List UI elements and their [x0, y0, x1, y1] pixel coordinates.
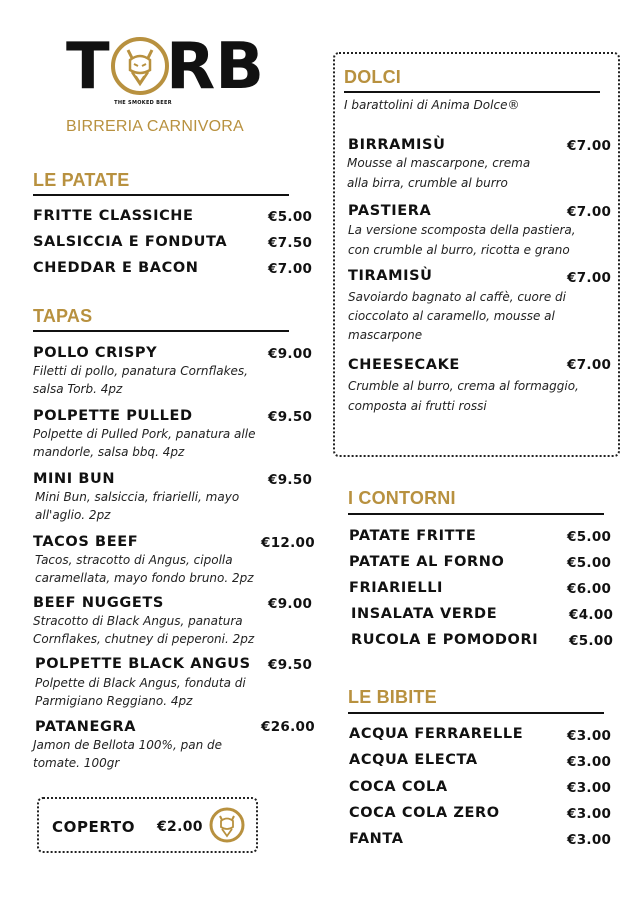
section-divider: [344, 91, 600, 93]
menu-item-price: €7.00: [567, 204, 612, 220]
menu-item-name: PATANEGRA: [35, 719, 137, 735]
menu-item-name: TIRAMISÙ: [348, 268, 433, 284]
menu-item-description: Polpette di Pulled Pork, panatura alle: [33, 427, 256, 441]
menu-item-description: Tacos, stracotto di Angus, cipolla: [35, 553, 233, 567]
menu-item-name: PATATE AL FORNO: [349, 554, 505, 570]
section-divider: [348, 513, 604, 515]
menu-item-name: PATATE FRITTE: [349, 528, 477, 544]
menu-item-name: MINI BUN: [33, 471, 116, 487]
menu-item-description: Crumble al burro, crema al formaggio,: [348, 379, 579, 393]
menu-item-price: €9.00: [268, 346, 313, 362]
menu-item-description: caramellata, mayo fondo bruno. 2pz: [35, 571, 254, 585]
menu-item-name: POLPETTE PULLED: [33, 408, 193, 424]
menu-item-name: CHEESECAKE: [348, 357, 460, 373]
menu-item-description: cioccolato al caramello, mousse al: [348, 309, 555, 323]
brand-logo: [62, 30, 265, 140]
menu-item-price: €9.50: [268, 409, 313, 425]
menu-item-price: €5.00: [268, 209, 313, 225]
menu-item-name: FANTA: [349, 831, 404, 847]
coperto-label: COPERTO: [52, 818, 136, 836]
section-title-bibite: LE BIBITE: [348, 687, 437, 707]
section-divider: [33, 194, 289, 196]
menu-item-name: TACOS BEEF: [33, 534, 139, 550]
menu-item-description: La versione scomposta della pastiera,: [348, 223, 576, 237]
menu-item-description: composta ai frutti rossi: [348, 399, 487, 413]
menu-item-name: ACQUA FERRARELLE: [349, 726, 524, 742]
menu-item-price: €4.00: [569, 607, 614, 623]
section-title-tapas: TAPAS: [33, 306, 93, 326]
logo-tagline: THE SMOKED BEER: [114, 100, 172, 106]
menu-item-name: BIRRAMISÙ: [348, 137, 446, 153]
menu-item-description: Cornflakes, chutney di peperoni. 2pz: [33, 632, 255, 646]
menu-item-description: Filetti di pollo, panatura Cornflakes,: [33, 364, 248, 378]
menu-item-price: €7.00: [567, 138, 612, 154]
menu-item-description: Mini Bun, salsiccia, friarielli, mayo: [35, 490, 240, 504]
menu-item-price: €3.00: [567, 780, 612, 796]
menu-item-description: Mousse al mascarpone, crema: [347, 156, 531, 170]
menu-item-price: €3.00: [567, 806, 612, 822]
logo-letters-rb: RB: [166, 30, 265, 104]
menu-item-description: alla birra, crumble al burro: [347, 176, 508, 190]
menu-item-price: €7.00: [567, 357, 612, 373]
menu-item-description: tomate. 100gr: [33, 756, 120, 770]
menu-item-description: mandorle, salsa bbq. 4pz: [33, 445, 185, 459]
dolci-subtitle: I barattolini di Anima Dolce®: [344, 98, 520, 112]
section-title-contorni: I CONTORNI: [348, 488, 456, 508]
menu-item-description: Parmigiano Reggiano. 4pz: [35, 694, 193, 708]
menu-item-price: €9.50: [268, 657, 313, 673]
menu-item-name: PASTIERA: [348, 203, 432, 219]
menu-item-price: €5.00: [567, 529, 612, 545]
menu-item-price: €7.00: [268, 261, 313, 277]
menu-item-name: RUCOLA E POMODORI: [351, 632, 539, 648]
menu-item-name: POLLO CRISPY: [33, 345, 158, 361]
menu-item-description: mascarpone: [348, 328, 423, 342]
menu-item-price: €3.00: [567, 728, 612, 744]
menu-item-name: POLPETTE BLACK ANGUS: [35, 656, 251, 672]
viking-helmet-icon: [209, 807, 245, 843]
menu-item-description: Polpette di Black Angus, fonduta di: [35, 676, 246, 690]
menu-item-price: €7.50: [268, 235, 313, 251]
menu-item-name: INSALATA VERDE: [351, 606, 498, 622]
coperto-price: €2.00: [157, 819, 203, 835]
menu-item-price: €9.50: [268, 472, 313, 488]
section-title-dolci: DOLCI: [344, 67, 401, 87]
menu-item-description: Savoiardo bagnato al caffè, cuore di: [348, 290, 566, 304]
brand-subtitle: BIRRERIA CARNIVORA: [66, 118, 244, 135]
menu-item-name: CHEDDAR E BACON: [33, 260, 199, 276]
menu-item-name: FRIARIELLI: [349, 580, 444, 596]
menu-item-price: €5.00: [569, 633, 614, 649]
menu-item-price: €6.00: [567, 581, 612, 597]
section-divider: [33, 330, 289, 332]
section-title-patate: LE PATATE: [33, 170, 130, 190]
menu-item-name: COCA COLA ZERO: [349, 805, 500, 821]
menu-item-price: €3.00: [567, 754, 612, 770]
coperto-box: [37, 797, 258, 853]
viking-helmet-icon: [110, 36, 170, 96]
menu-item-description: con crumble al burro, ricotta e grano: [348, 243, 570, 257]
menu-item-description: Stracotto di Black Angus, panatura: [33, 614, 243, 628]
menu-item-price: €12.00: [261, 535, 315, 551]
menu-item-name: FRITTE CLASSICHE: [33, 208, 194, 224]
menu-item-name: ACQUA ELECTA: [349, 752, 478, 768]
menu-item-price: €3.00: [567, 832, 612, 848]
menu-item-name: COCA COLA: [349, 779, 448, 795]
section-divider: [348, 712, 604, 714]
menu-item-price: €26.00: [261, 719, 315, 735]
menu-item-description: all'aglio. 2pz: [35, 508, 111, 522]
menu-item-price: €5.00: [567, 555, 612, 571]
menu-item-description: salsa Torb. 4pz: [33, 382, 123, 396]
menu-item-description: Jamon de Bellota 100%, pan de: [33, 738, 222, 752]
menu-item-price: €9.00: [268, 596, 313, 612]
menu-item-name: BEEF NUGGETS: [33, 595, 164, 611]
menu-item-price: €7.00: [567, 270, 612, 286]
logo-letter-t: T: [66, 30, 110, 104]
menu-item-name: SALSICCIA E FONDUTA: [33, 234, 228, 250]
